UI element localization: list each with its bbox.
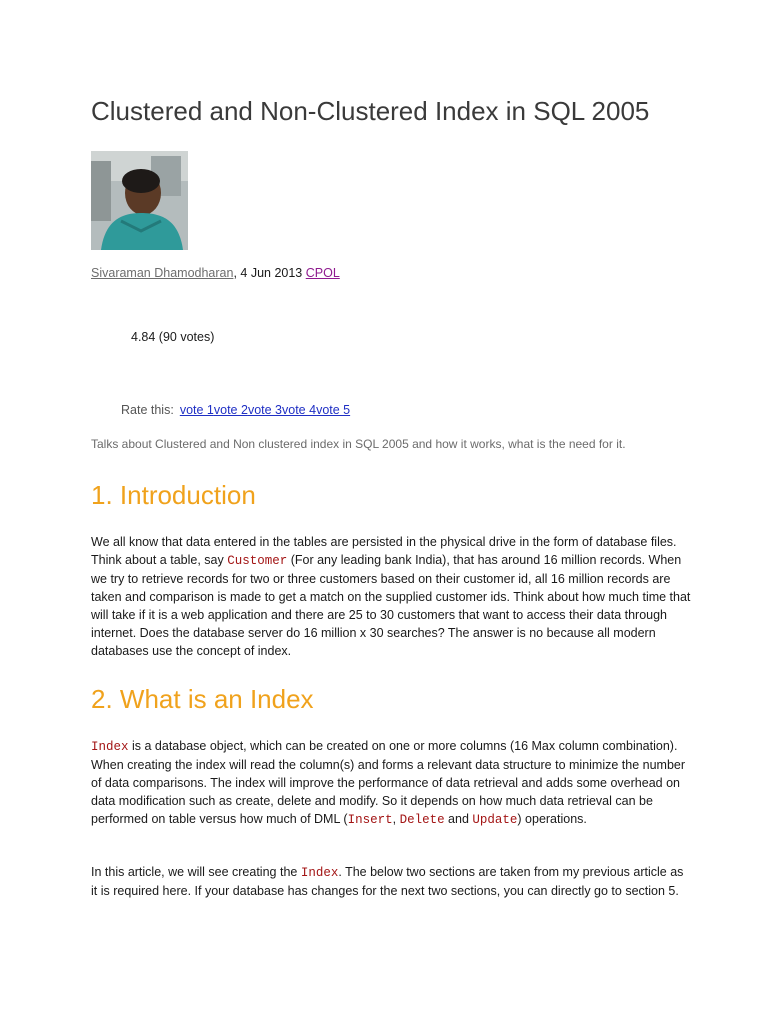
license-link[interactable]: CPOL (305, 266, 340, 280)
section-heading-what-is-index: 2. What is an Index (91, 684, 314, 714)
publish-date: , 4 Jun 2013 (233, 266, 306, 280)
vote-2-link[interactable]: vote 2 (213, 403, 248, 417)
rating-summary: 4.84 (90 votes) (131, 330, 215, 344)
byline (91, 266, 340, 280)
code-delete: Delete (399, 813, 445, 827)
article-summary: Talks about Clustered and Non clustered index in SQL 2005 and how it works, what is the need for it. (91, 437, 626, 451)
section-heading-introduction: 1. Introduction (91, 480, 256, 510)
code-insert: Insert (347, 813, 393, 827)
index-paragraph: Index is a database object, which can be created on one or more columns (16 Max column combination). When creating the index will read the column(s) and forms a relevant data structure to minimize the number of data comparisons. The index will improve the performance of data retrieval and adds some overhead on data modification such as create, delete and modify. So it depends on how much data retrieval can be performed on table versus how much of DML (Insert, Delete and Update) operations. (91, 739, 686, 827)
introduction-paragraph: We all know that data entered in the tables are persisted in the physical drive in the form of database files. Think about a table, say Customer (For any leading bank India), that has around 16 million records. When we try to retrieve records for two or three customers based on their customer id, all 16 million records are taken and comparison is made to get a match on the supplied customer ids. Think about how much time that will take if it is a web application and there are 25 to 30 customers that want to access their data through internet. Does the database server do 16 million x 30 searches? The answer is no because all modern databases use the concept of index. (91, 535, 691, 658)
vote-4-link[interactable]: vote 4 (282, 403, 317, 417)
article-title: Clustered and Non-Clustered Index in SQL 2005 (91, 96, 650, 126)
author-photo (91, 151, 188, 250)
code-index-2: Index (300, 866, 339, 880)
article-intro-paragraph: In this article, we will see creating the Index. The below two sections are taken from my previous article as it is required here. If your database has changes for the next two sections, you can directly go to section 5. (91, 865, 684, 898)
rate-row (121, 403, 350, 417)
vote-5-link[interactable]: vote 5 (316, 403, 351, 417)
rate-label: Rate this: (121, 403, 174, 417)
author-link[interactable]: Sivaraman Dhamodharan (91, 266, 234, 280)
code-index: Index (91, 740, 129, 754)
code-customer: Customer (227, 554, 288, 568)
vote-1-link[interactable]: vote 1 (179, 403, 214, 417)
code-update: Update (472, 813, 518, 827)
vote-3-link[interactable]: vote 3 (247, 403, 282, 417)
author-avatar[interactable] (91, 151, 188, 250)
